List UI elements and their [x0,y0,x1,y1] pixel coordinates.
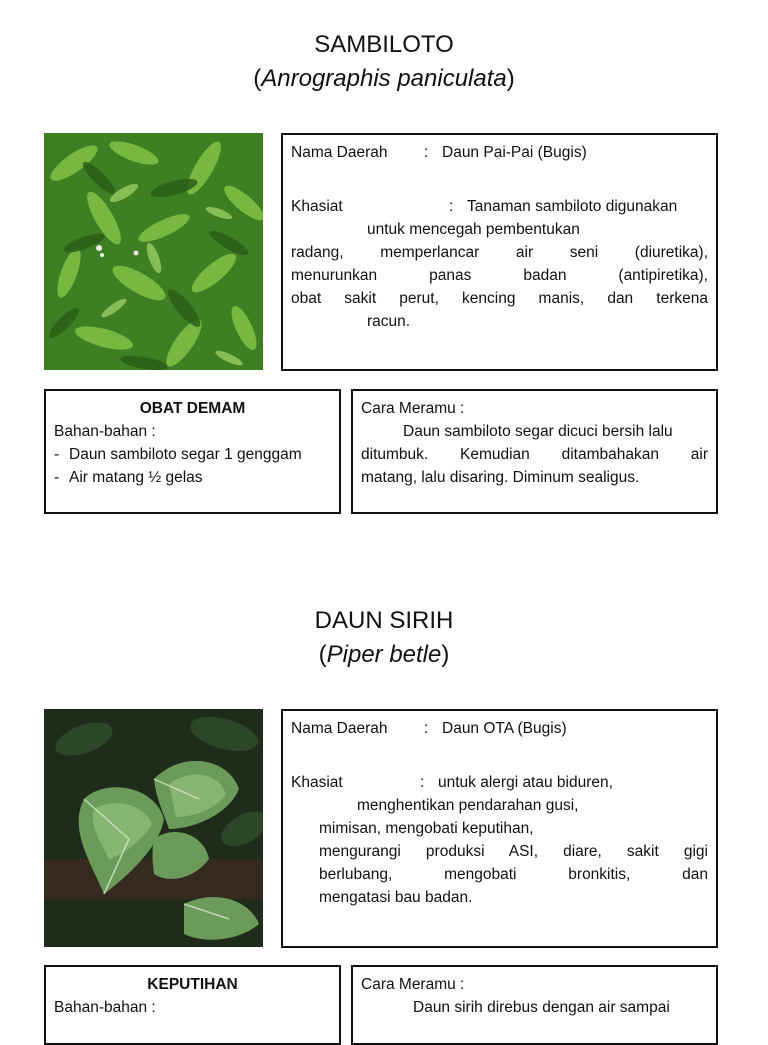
plant-title-sirih: DAUN SIRIH [314,607,454,634]
khasiat-line: obat sakit perut, kencing manis, dan terkena [291,290,708,307]
khasiat-line: Tanaman sambiloto digunakan [467,198,678,215]
cara-meramu-box [351,389,718,514]
bahan-label: Bahan-bahan : [54,999,156,1016]
betel-leaves-photo [44,709,263,947]
cara-line: ditumbuk. Kemudian ditambahakan air [361,446,708,463]
cara-label: Cara Meramu : [361,976,465,993]
sirih-info-box [281,709,718,948]
khasiat-label: Khasiat [291,198,343,215]
khasiat-row: Khasiat : untuk alergi atau biduren, [291,771,708,794]
nama-daerah-label: Nama Daerah [291,144,388,161]
sambiloto-info-box [281,133,718,371]
khasiat-line: untuk mencegah pembentukan [367,221,580,238]
khasiat-line: menurunkan panas badan (antipiretika), [291,267,708,284]
cara-label: Cara Meramu : [361,400,465,417]
cara-line: matang, lalu disaring. Diminum sealigus. [361,469,640,486]
bahan-label: Bahan-bahan : [54,423,156,440]
latin-name: Piper betle [326,641,442,668]
nama-daerah-value: Daun Pai-Pai (Bugis) [442,144,587,161]
cara-line: Daun sirih direbus dengan air sampai [413,999,670,1016]
khasiat-line: menghentikan pendarahan gusi, [357,797,579,814]
sambiloto-leaves-photo [44,133,263,370]
plant-title-sambiloto: SAMBILOTO [314,31,454,58]
bahan-item: - Daun sambiloto segar 1 genggam [54,446,302,463]
recipe-title: OBAT DEMAM [139,400,246,417]
khasiat-line: mengurangi produksi ASI, diare, sakit gigi [319,843,708,860]
plant-latin-sambiloto: (Anrographis paniculata) [253,65,515,92]
khasiat-line: untuk alergi atau biduren, [438,774,613,791]
khasiat-line: radang, memperlancar air seni (diuretika), [291,244,708,261]
nama-daerah-row: Nama Daerah : Daun Pai-Pai (Bugis) [291,141,708,164]
latin-name: Anrographis paniculata [261,65,507,92]
khasiat-line: mimisan, mengobati keputihan, [319,820,534,837]
obat-demam-box [44,389,341,514]
khasiat-line: mengatasi bau badan. [319,889,473,906]
khasiat-row: Khasiat : Tanaman sambiloto digunakan [291,195,708,218]
recipe-title: KEPUTIHAN [147,976,238,993]
keputihan-box [44,965,341,1045]
nama-daerah-value: Daun OTA (Bugis) [442,720,567,737]
khasiat-line: racun. [367,313,411,330]
cara-meramu-box [351,965,718,1045]
nama-daerah-label: Nama Daerah [291,720,388,737]
bahan-item: - Air matang ½ gelas [54,469,203,486]
khasiat-label: Khasiat [291,774,343,791]
cara-line: Daun sambiloto segar dicuci bersih lalu [403,423,673,440]
khasiat-line: berlubang, mengobati bronkitis, dan [319,866,708,883]
nama-daerah-row: Nama Daerah : Daun OTA (Bugis) [291,717,708,740]
plant-latin-sirih: (Piper betle) [318,641,450,668]
